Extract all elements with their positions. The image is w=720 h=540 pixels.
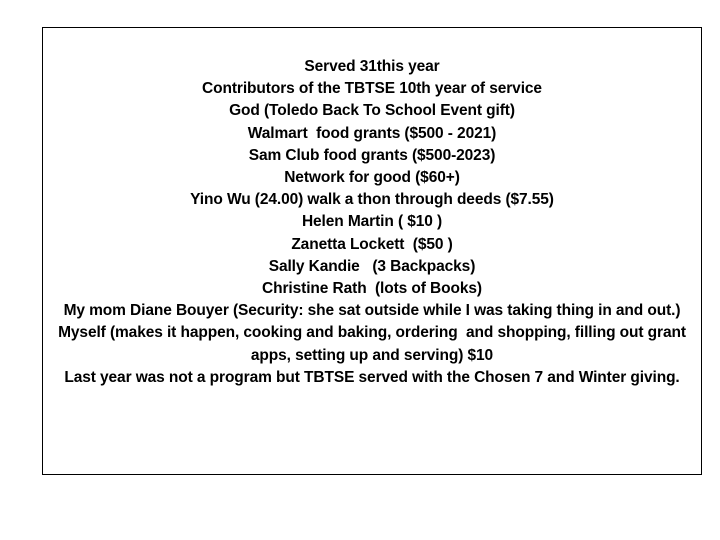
text-line-walmart: Walmart food grants ($500 - 2021) [247,124,497,142]
text-line-network-for-good: Network for good ($60+) [284,169,460,187]
text-line-helen-martin: Helen Martin ( $10 ) [301,213,443,231]
text-box [42,27,702,475]
text-line-served: Served 31this year [304,58,440,75]
text-line-zanetta-lockett: Zanetta Lockett ($50 ) [291,235,453,253]
text-line-myself: Myself (makes it happen, cooking and baking, ordering and shopping, filling out grant apps, setting up and serving) $10 [58,324,691,364]
text-line-heading: Contributors of the TBTSE 10th year of service [202,80,542,98]
contributors-text [49,56,695,389]
text-line-diane-bouyer: My mom Diane Bouyer (Security: she sat outside while I was taking thing in and out.) [63,302,681,320]
text-line-sally-kandie: Sally Kandie (3 Backpacks) [268,257,476,275]
text-line-god: God (Toledo Back To School Event gift) [229,102,515,120]
text-line-yino-wu: Yino Wu (24.00) walk a thon through deeds ($7.55) [190,191,554,209]
text-line-sam-club: Sam Club food grants ($500-2023) [248,146,496,164]
text-line-christine-rath: Christine Rath (lots of Books) [262,280,482,298]
text-line-last-year: Last year was not a program but TBTSE served with the Chosen 7 and Winter giving. [64,368,680,386]
